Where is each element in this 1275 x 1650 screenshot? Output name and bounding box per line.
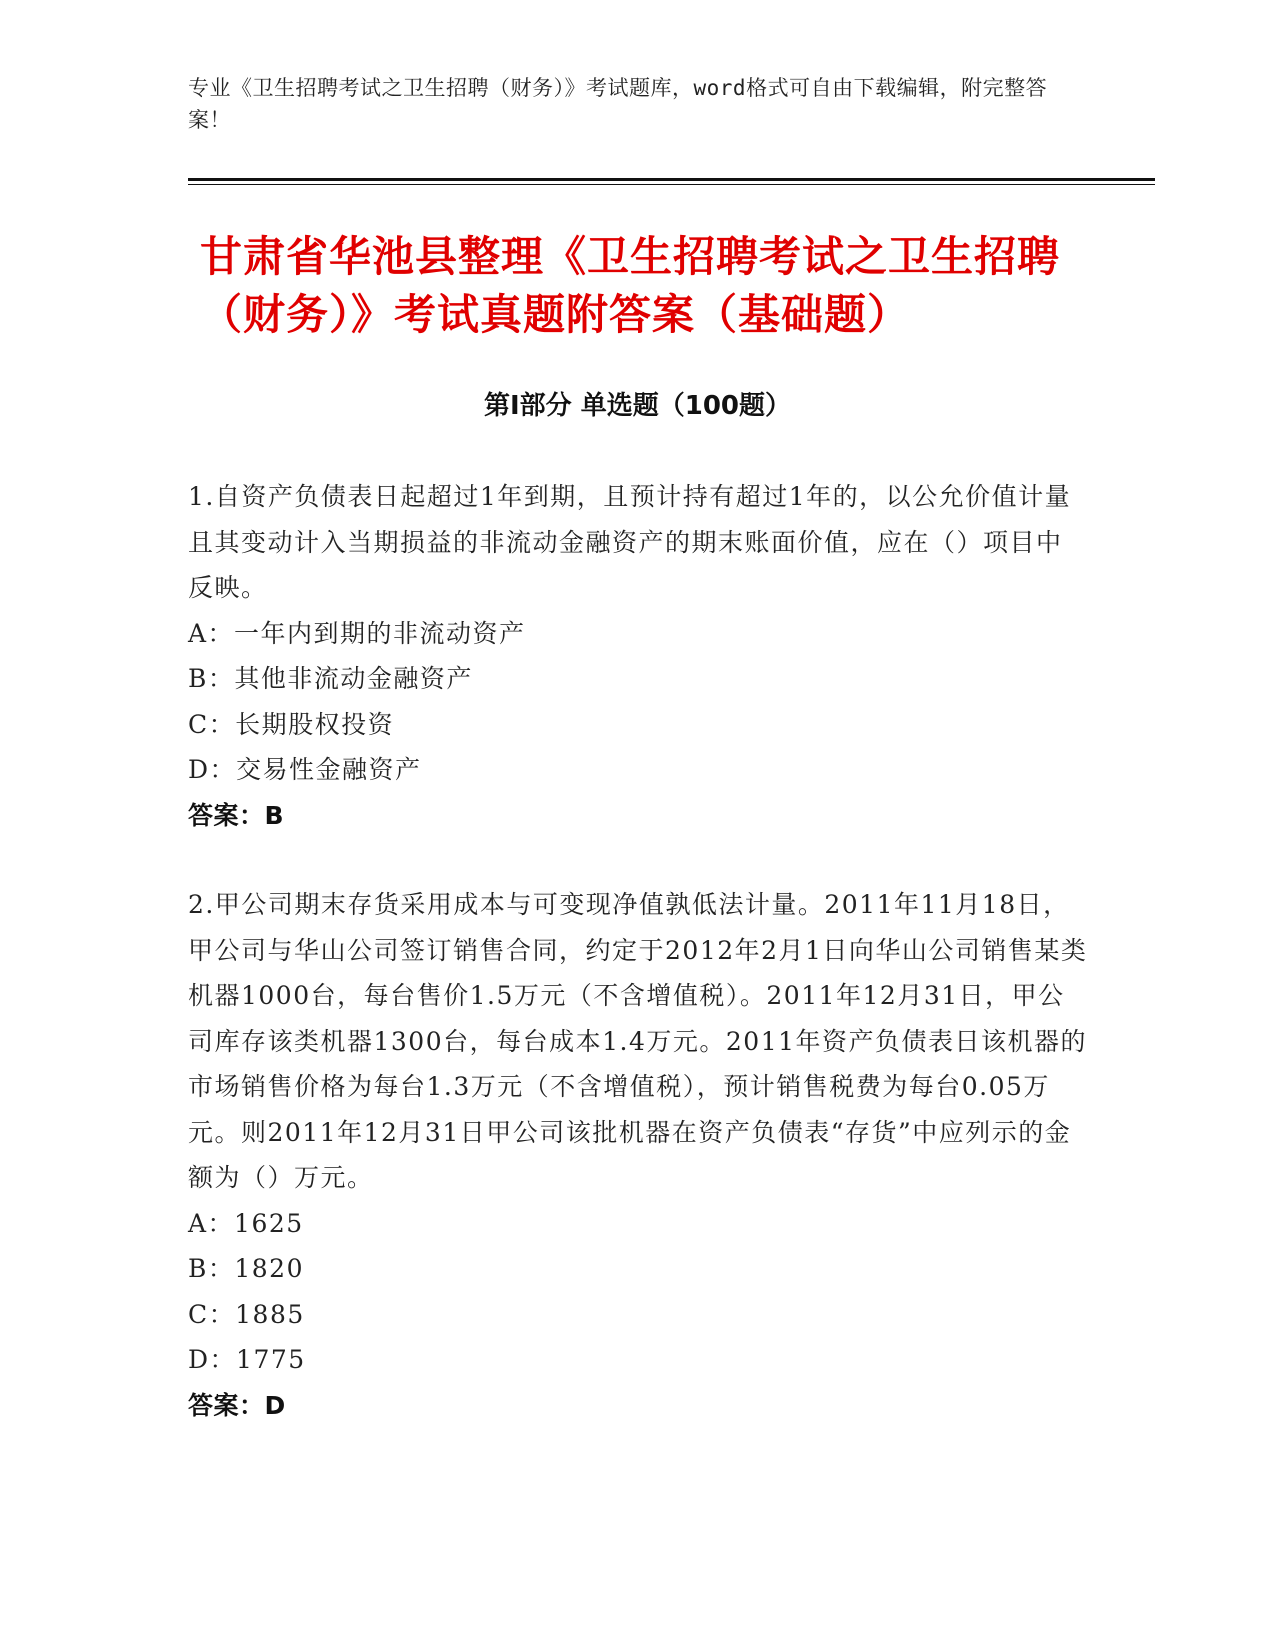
option-c: C：长期股权投资	[188, 709, 395, 739]
option-b: B：其他非流动金融资产	[188, 664, 473, 693]
answer: 答案：D	[188, 1390, 286, 1420]
question-2	[188, 882, 1088, 1428]
header-divider-thick	[188, 178, 1155, 181]
section-heading: 第I部分 单选题（100题）	[484, 391, 791, 421]
question-1	[188, 474, 1088, 838]
question-stem: 1.自资产负债表日起超过1年到期，且预计持有超过1年的，以公允价值计量且其变动计入当期损益的非流动金融资产的期末账面价值，应在（）项目中反映。	[188, 482, 1072, 602]
question-stem: 2.甲公司期末存货采用成本与可变现净值孰低法计量。2011年11月18日，甲公司与华山公司签订销售合同，约定于2012年2月1日向华山公司销售某类机器1000台，每台售价1.5万元（不含增值税）。2011年12月31日，甲公司库存该类机器1300台，每台成本1.4万元。2011年资产负债表日该机器的市场销售价格为每台1.3万元（不含增值税），预计销售税费为每台0.05万元。则2011年12月31日甲公司该批机器在资产负债表“存货”中应列示的金额为（）万元。	[188, 890, 1088, 1192]
option-c: C：1885	[188, 1299, 305, 1329]
option-d: D：交易性金融资产	[188, 755, 422, 784]
option-a: A：一年内到期的非流动资产	[188, 618, 526, 648]
header-note: 专业《卫生招聘考试之卫生招聘（财务）》考试题库，word格式可自由下载编辑，附完整答案！	[188, 76, 1048, 132]
option-d: D：1775	[188, 1345, 306, 1374]
option-b: B：1820	[188, 1254, 304, 1283]
answer: 答案：B	[188, 800, 285, 830]
document-title: 甘肃省华池县整理《卫生招聘考试之卫生招聘（财务）》考试真题附答案（基础题）	[200, 232, 1061, 339]
header-divider-thin	[188, 184, 1155, 185]
option-a: A：1625	[188, 1208, 304, 1238]
